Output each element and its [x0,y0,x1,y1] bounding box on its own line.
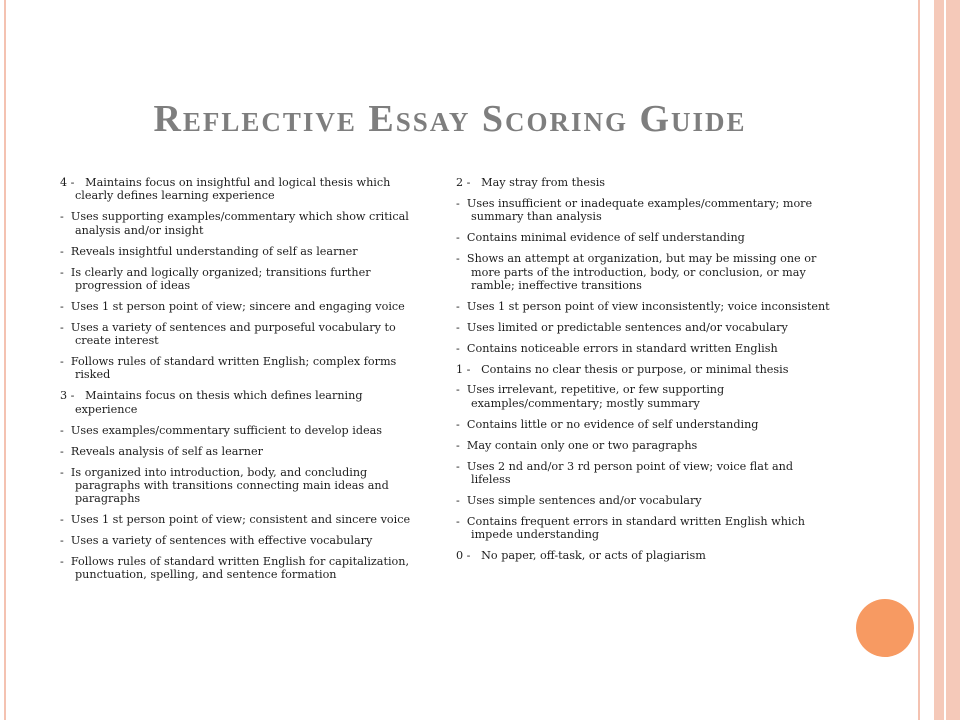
rubric-item: - Reveals insightful understanding of self as learner [60,244,358,258]
rubric-item: - Uses limited or predictable sentences and/or vocabulary [456,320,788,334]
right-frame-line [918,0,920,720]
rubric-item: - Uses 2 nd and/or 3 rd person point of view; voice flat and lifeless [456,459,794,486]
rubric-item: 4 - Maintains focus on insightful and logical thesis which clearly defines learning experience [60,176,391,203]
rubric-item: - Uses examples/commentary sufficient to develop ideas [60,423,383,437]
rubric-item: 2 - May stray from thesis [456,176,606,189]
rubric-item: - Uses irrelevant, repetitive, or few supporting examples/commentary; mostly summary [456,383,725,410]
rubric-item: - Shows an attempt at organization, but may be missing one or more parts of the introduction, body, or conclusion, or may ramble; ineffective transitions [456,252,817,292]
rubric-item: - Follows rules of standard written English; complex forms risked [60,355,397,382]
rubric-item: - Follows rules of standard written English for capitalization, punctuation, spelling, and sentence formation [60,555,410,582]
rubric-item: - Uses 1 st person point of view; consistent and sincere voice [60,513,411,527]
rubric-item: - Reveals analysis of self as learner [60,444,263,458]
rubric-item: - Uses a variety of sentences with effective vocabulary [60,534,373,548]
rubric-item: - Contains little or no evidence of self understanding [456,417,759,431]
rubric-item: 3 - Maintains focus on thesis which defines learning experience [60,389,363,416]
rubric-item: - Contains minimal evidence of self understanding [456,231,745,245]
rubric-item: - Is clearly and logically organized; transitions further progression of ideas [60,265,371,292]
right-decorative-stripes [932,0,960,720]
rubric-item: - Uses 1 st person point of view inconsistently; voice inconsistent [456,299,830,313]
rubric-item: - Uses insufficient or inadequate examples/commentary; more summary than analysis [456,196,813,224]
rubric-item: - Contains frequent errors in standard written English which impede understanding [456,514,805,542]
right-column-rubric [456,176,831,570]
rubric-item: 0 - No paper, off-task, or acts of plagiarism [456,549,706,563]
rubric-item: - May contain only one or two paragraphs [456,438,698,452]
rubric-item: - Is organized into introduction, body, and concluding paragraphs with transitions connecting main ideas and paragraphs [60,465,389,506]
rubric-item: - Uses supporting examples/commentary which show critical analysis and/or insight [60,210,409,237]
rubric-item: - Contains noticeable errors in standard written English [456,341,778,355]
rubric-item: 1 - Contains no clear thesis or purpose, or minimal thesis [456,362,789,376]
rubric-item: - Uses 1 st person point of view; sincere and engaging voice [60,299,405,313]
orange-circle-decoration [856,599,914,657]
slide-title: Reflective Essay Scoring Guide [153,98,747,140]
rubric-item: - Uses a variety of sentences and purposeful vocabulary to create interest [60,320,396,348]
rubric-item: - Uses simple sentences and/or vocabulary [456,493,702,507]
left-column-rubric [60,176,420,589]
